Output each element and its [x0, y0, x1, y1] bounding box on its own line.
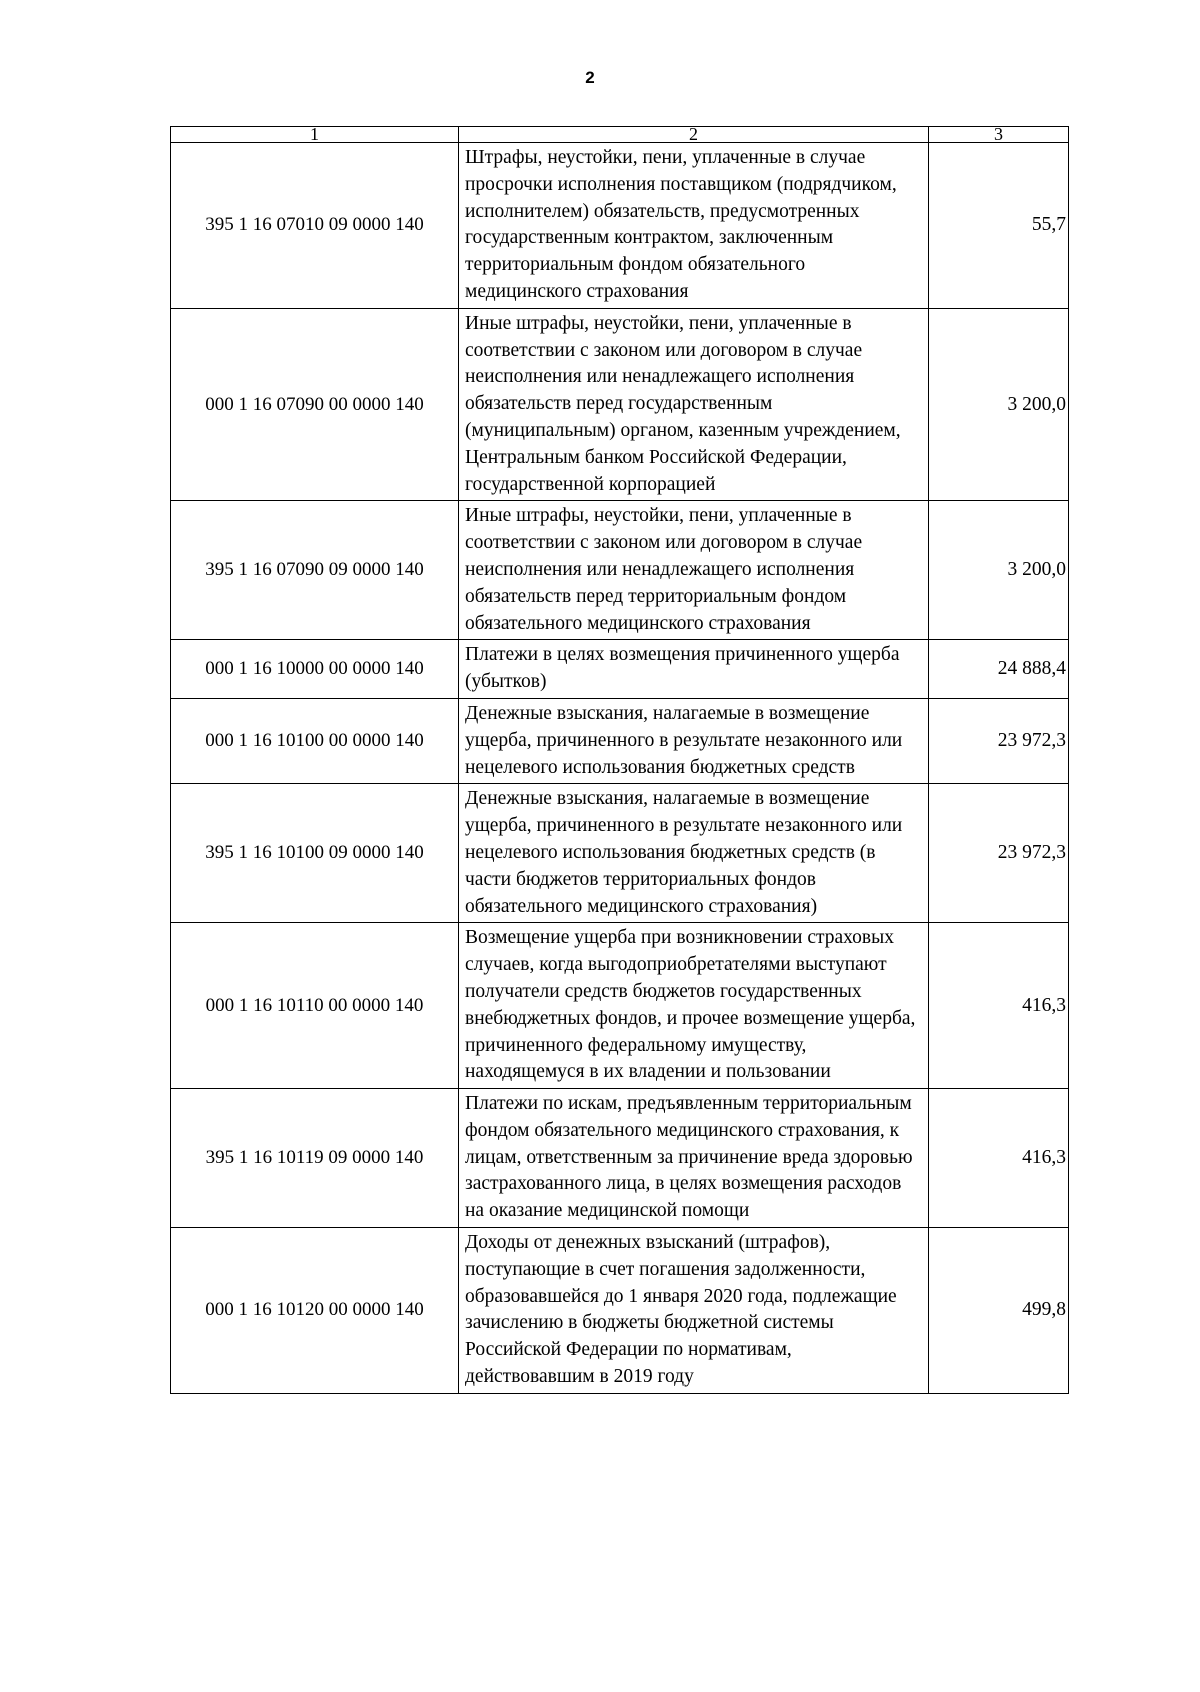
amount-cell: 499,8 — [929, 1228, 1069, 1394]
amount-cell: 3 200,0 — [929, 308, 1069, 501]
description-cell: Доходы от денежных взысканий (штрафов), поступающие в счет погашения задолженности, образовавшейся до 1 января 2020 года, подлежащие зачислению в бюджеты бюджетной системы Российской Федерации по нормативам, действовавшим в 2019 году — [459, 1228, 929, 1394]
description-cell: Возмещение ущерба при возникновении страховых случаев, когда выгодоприобретателями выступают получатели средств бюджетов государственных внебюджетных фондов, и прочее возмещение ущерба, причиненного федеральному имуществу, находящемуся в их владении и пользовании — [459, 923, 929, 1089]
column-header-1: 1 — [171, 127, 459, 143]
amount-cell: 416,3 — [929, 923, 1069, 1089]
table-row — [171, 143, 1069, 309]
budget-code-cell: 395 1 16 10100 09 0000 140 — [171, 784, 459, 923]
revenue-table — [170, 126, 1069, 1394]
budget-code-cell: 395 1 16 10119 09 0000 140 — [171, 1089, 459, 1228]
table-row — [171, 923, 1069, 1089]
description-cell: Денежные взыскания, налагаемые в возмещение ущерба, причиненного в результате незаконного или нецелевого использования бюджетных средств (в части бюджетов территориальных фондов обязательного медицинского страхования) — [459, 784, 929, 923]
page-number: 2 — [585, 68, 595, 87]
table-header-row — [171, 127, 1069, 143]
description-cell: Платежи в целях возмещения причиненного ущерба (убытков) — [459, 640, 929, 699]
budget-code-cell: 000 1 16 10000 00 0000 140 — [171, 640, 459, 699]
table-row — [171, 1089, 1069, 1228]
table-row — [171, 308, 1069, 501]
table-row — [171, 784, 1069, 923]
budget-code-cell: 000 1 16 10110 00 0000 140 — [171, 923, 459, 1089]
amount-cell: 23 972,3 — [929, 784, 1069, 923]
description-cell: Платежи по искам, предъявленным территориальным фондом обязательного медицинского страхования, к лицам, ответственным за причинение вреда здоровью застрахованного лица, в целях возмещения расходов на оказание медицинской помощи — [459, 1089, 929, 1228]
description-cell: Иные штрафы, неустойки, пени, уплаченные в соответствии с законом или договором в случае неисполнения или ненадлежащего исполнения обязательств перед государственным (муниципальным) органом, казенным учреждением, Центральным банком Российской Федерации, государственной корпорацией — [459, 308, 929, 501]
description-cell: Денежные взыскания, налагаемые в возмещение ущерба, причиненного в результате незаконного или нецелевого использования бюджетных средств — [459, 698, 929, 783]
amount-cell: 23 972,3 — [929, 698, 1069, 783]
budget-code-cell: 000 1 16 10120 00 0000 140 — [171, 1228, 459, 1394]
budget-code-cell: 395 1 16 07010 09 0000 140 — [171, 143, 459, 309]
column-header-2: 2 — [459, 127, 929, 143]
table-row — [171, 698, 1069, 783]
amount-cell: 3 200,0 — [929, 501, 1069, 640]
budget-code-cell: 395 1 16 07090 09 0000 140 — [171, 501, 459, 640]
amount-cell: 55,7 — [929, 143, 1069, 309]
table-row — [171, 501, 1069, 640]
budget-code-cell: 000 1 16 10100 00 0000 140 — [171, 698, 459, 783]
amount-cell: 24 888,4 — [929, 640, 1069, 699]
table-row — [171, 640, 1069, 699]
budget-code-cell: 000 1 16 07090 00 0000 140 — [171, 308, 459, 501]
table-row — [171, 1228, 1069, 1394]
column-header-3: 3 — [929, 127, 1069, 143]
amount-cell: 416,3 — [929, 1089, 1069, 1228]
description-cell: Иные штрафы, неустойки, пени, уплаченные в соответствии с законом или договором в случае неисполнения или ненадлежащего исполнения обязательств перед территориальным фондом обязательного медицинского страхования — [459, 501, 929, 640]
description-cell: Штрафы, неустойки, пени, уплаченные в случае просрочки исполнения поставщиком (подрядчиком, исполнителем) обязательств, предусмотренных государственным контрактом, заключенным территориальным фондом обязательного медицинского страхования — [459, 143, 929, 309]
